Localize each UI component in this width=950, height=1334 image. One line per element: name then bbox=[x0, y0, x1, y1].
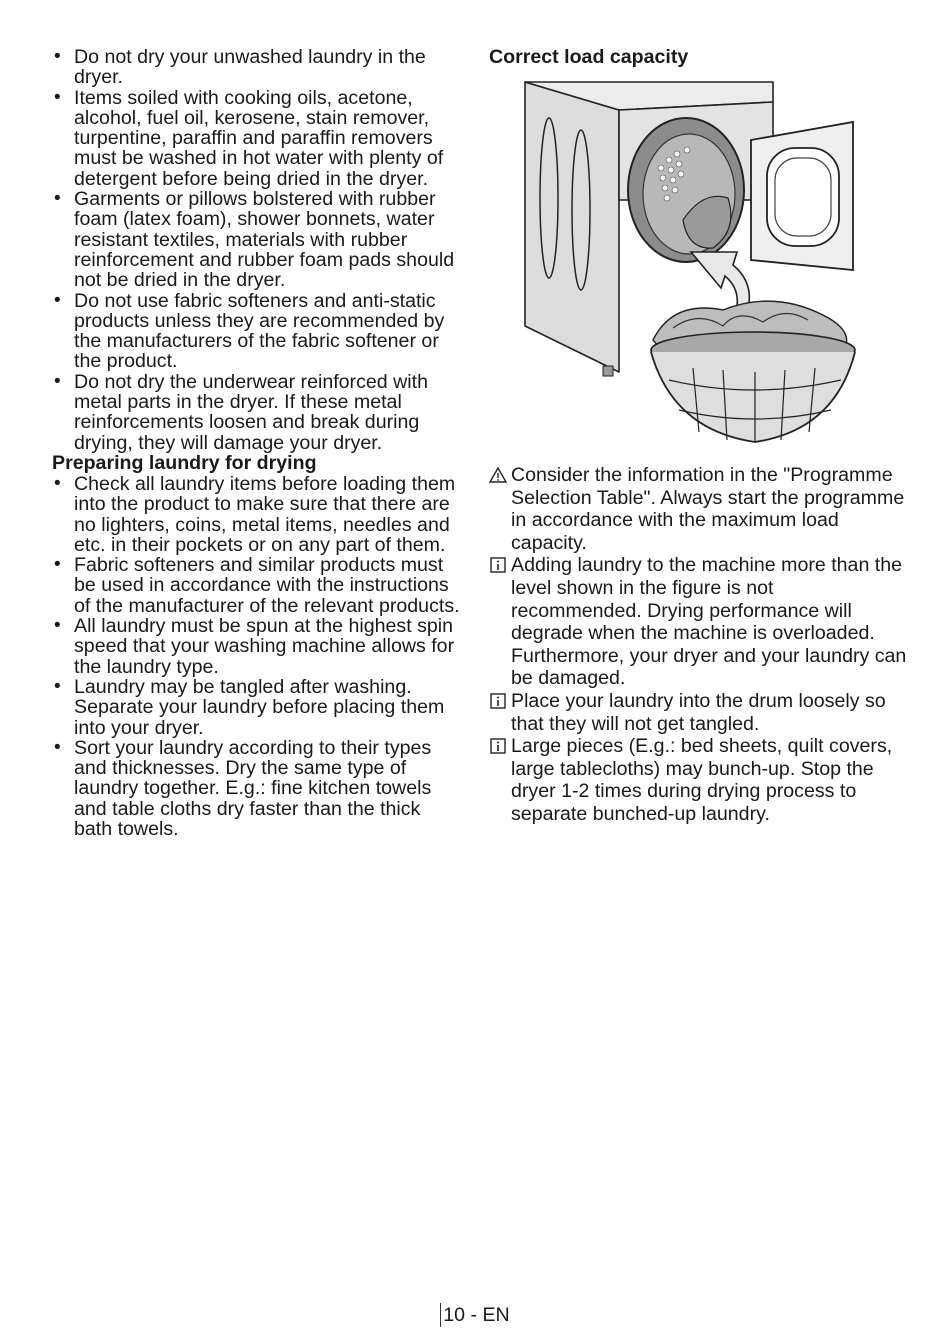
warning-icon bbox=[489, 467, 507, 483]
list-item: • Fabric softeners and similar products must be used in accordance with the instructions of the manufacturer of the relevant products. bbox=[52, 555, 462, 616]
list-item: • All laundry must be spun at the highest spin speed that your washing machine allows for the laundry type. bbox=[52, 616, 462, 677]
note-text: Adding laundry to the machine more than the level shown in the figure is not recommended. Drying performance will degrade when the machine is overloaded. Furthermore, your dryer and your laundry can be damaged. bbox=[511, 554, 907, 690]
dryer-load-illustration bbox=[523, 80, 868, 452]
right-column bbox=[489, 47, 909, 826]
left-column bbox=[52, 47, 462, 839]
info-note bbox=[489, 690, 909, 735]
section-heading-preparing: Preparing laundry for drying bbox=[52, 451, 317, 474]
warning-note bbox=[489, 464, 909, 554]
load-notes bbox=[489, 464, 909, 826]
info-icon bbox=[489, 738, 507, 754]
note-text: Consider the information in the "Programme Selection Table". Always start the programme in accordance with the maximum load capacity. bbox=[511, 464, 905, 554]
note-text: Place your laundry into the drum loosely so that they will not get tangled. bbox=[511, 689, 886, 735]
list-item: • Do not use fabric softeners and anti-static products unless they are recommended by the manufacturers of the fabric softener or the product. bbox=[52, 291, 462, 372]
note-text: Large pieces (E.g.: bed sheets, quilt covers, large tablecloths) may bunch-up. Stop the dryer 1-2 times during drying process to separate bunched-up laundry. bbox=[511, 735, 893, 825]
info-icon bbox=[489, 557, 507, 573]
section-heading-load-capacity: Correct load capacity bbox=[489, 46, 689, 68]
list-item: • Garments or pillows bolstered with rubber foam (latex foam), shower bonnets, water resistant textiles, materials with rubber reinforcement and rubber foam pads should not be dried in the dryer. bbox=[52, 189, 462, 290]
list-item: • Do not dry the underwear reinforced with metal parts in the dryer. If these metal reinforcements loosen and break during drying, they will damage your dryer. bbox=[52, 372, 462, 453]
page-footer bbox=[0, 1303, 950, 1327]
info-note bbox=[489, 735, 909, 825]
footer-divider bbox=[440, 1303, 441, 1327]
list-item: • Check all laundry items before loading them into the product to make sure that there are no lighters, coins, metal items, needles and etc. in their pockets or on any part of them. bbox=[52, 474, 462, 555]
info-icon bbox=[489, 693, 507, 709]
preparing-bullet-list bbox=[52, 474, 462, 839]
info-note bbox=[489, 554, 909, 690]
page-number: 10 - EN bbox=[443, 1304, 510, 1326]
list-item: • Laundry may be tangled after washing. Separate your laundry before placing them into your dryer. bbox=[52, 677, 462, 738]
intro-bullet-list bbox=[52, 47, 462, 453]
list-item: • Do not dry your unwashed laundry in the dryer. bbox=[52, 47, 462, 88]
list-item: • Items soiled with cooking oils, acetone, alcohol, fuel oil, kerosene, stain remover, turpentine, paraffin and paraffin removers must be washed in hot water with plenty of detergent before being dried in the dryer. bbox=[52, 88, 462, 189]
list-item: • Sort your laundry according to their types and thicknesses. Dry the same type of laundry together. E.g.: fine kitchen towels and table cloths dry faster than the thick bath towels. bbox=[52, 738, 462, 839]
